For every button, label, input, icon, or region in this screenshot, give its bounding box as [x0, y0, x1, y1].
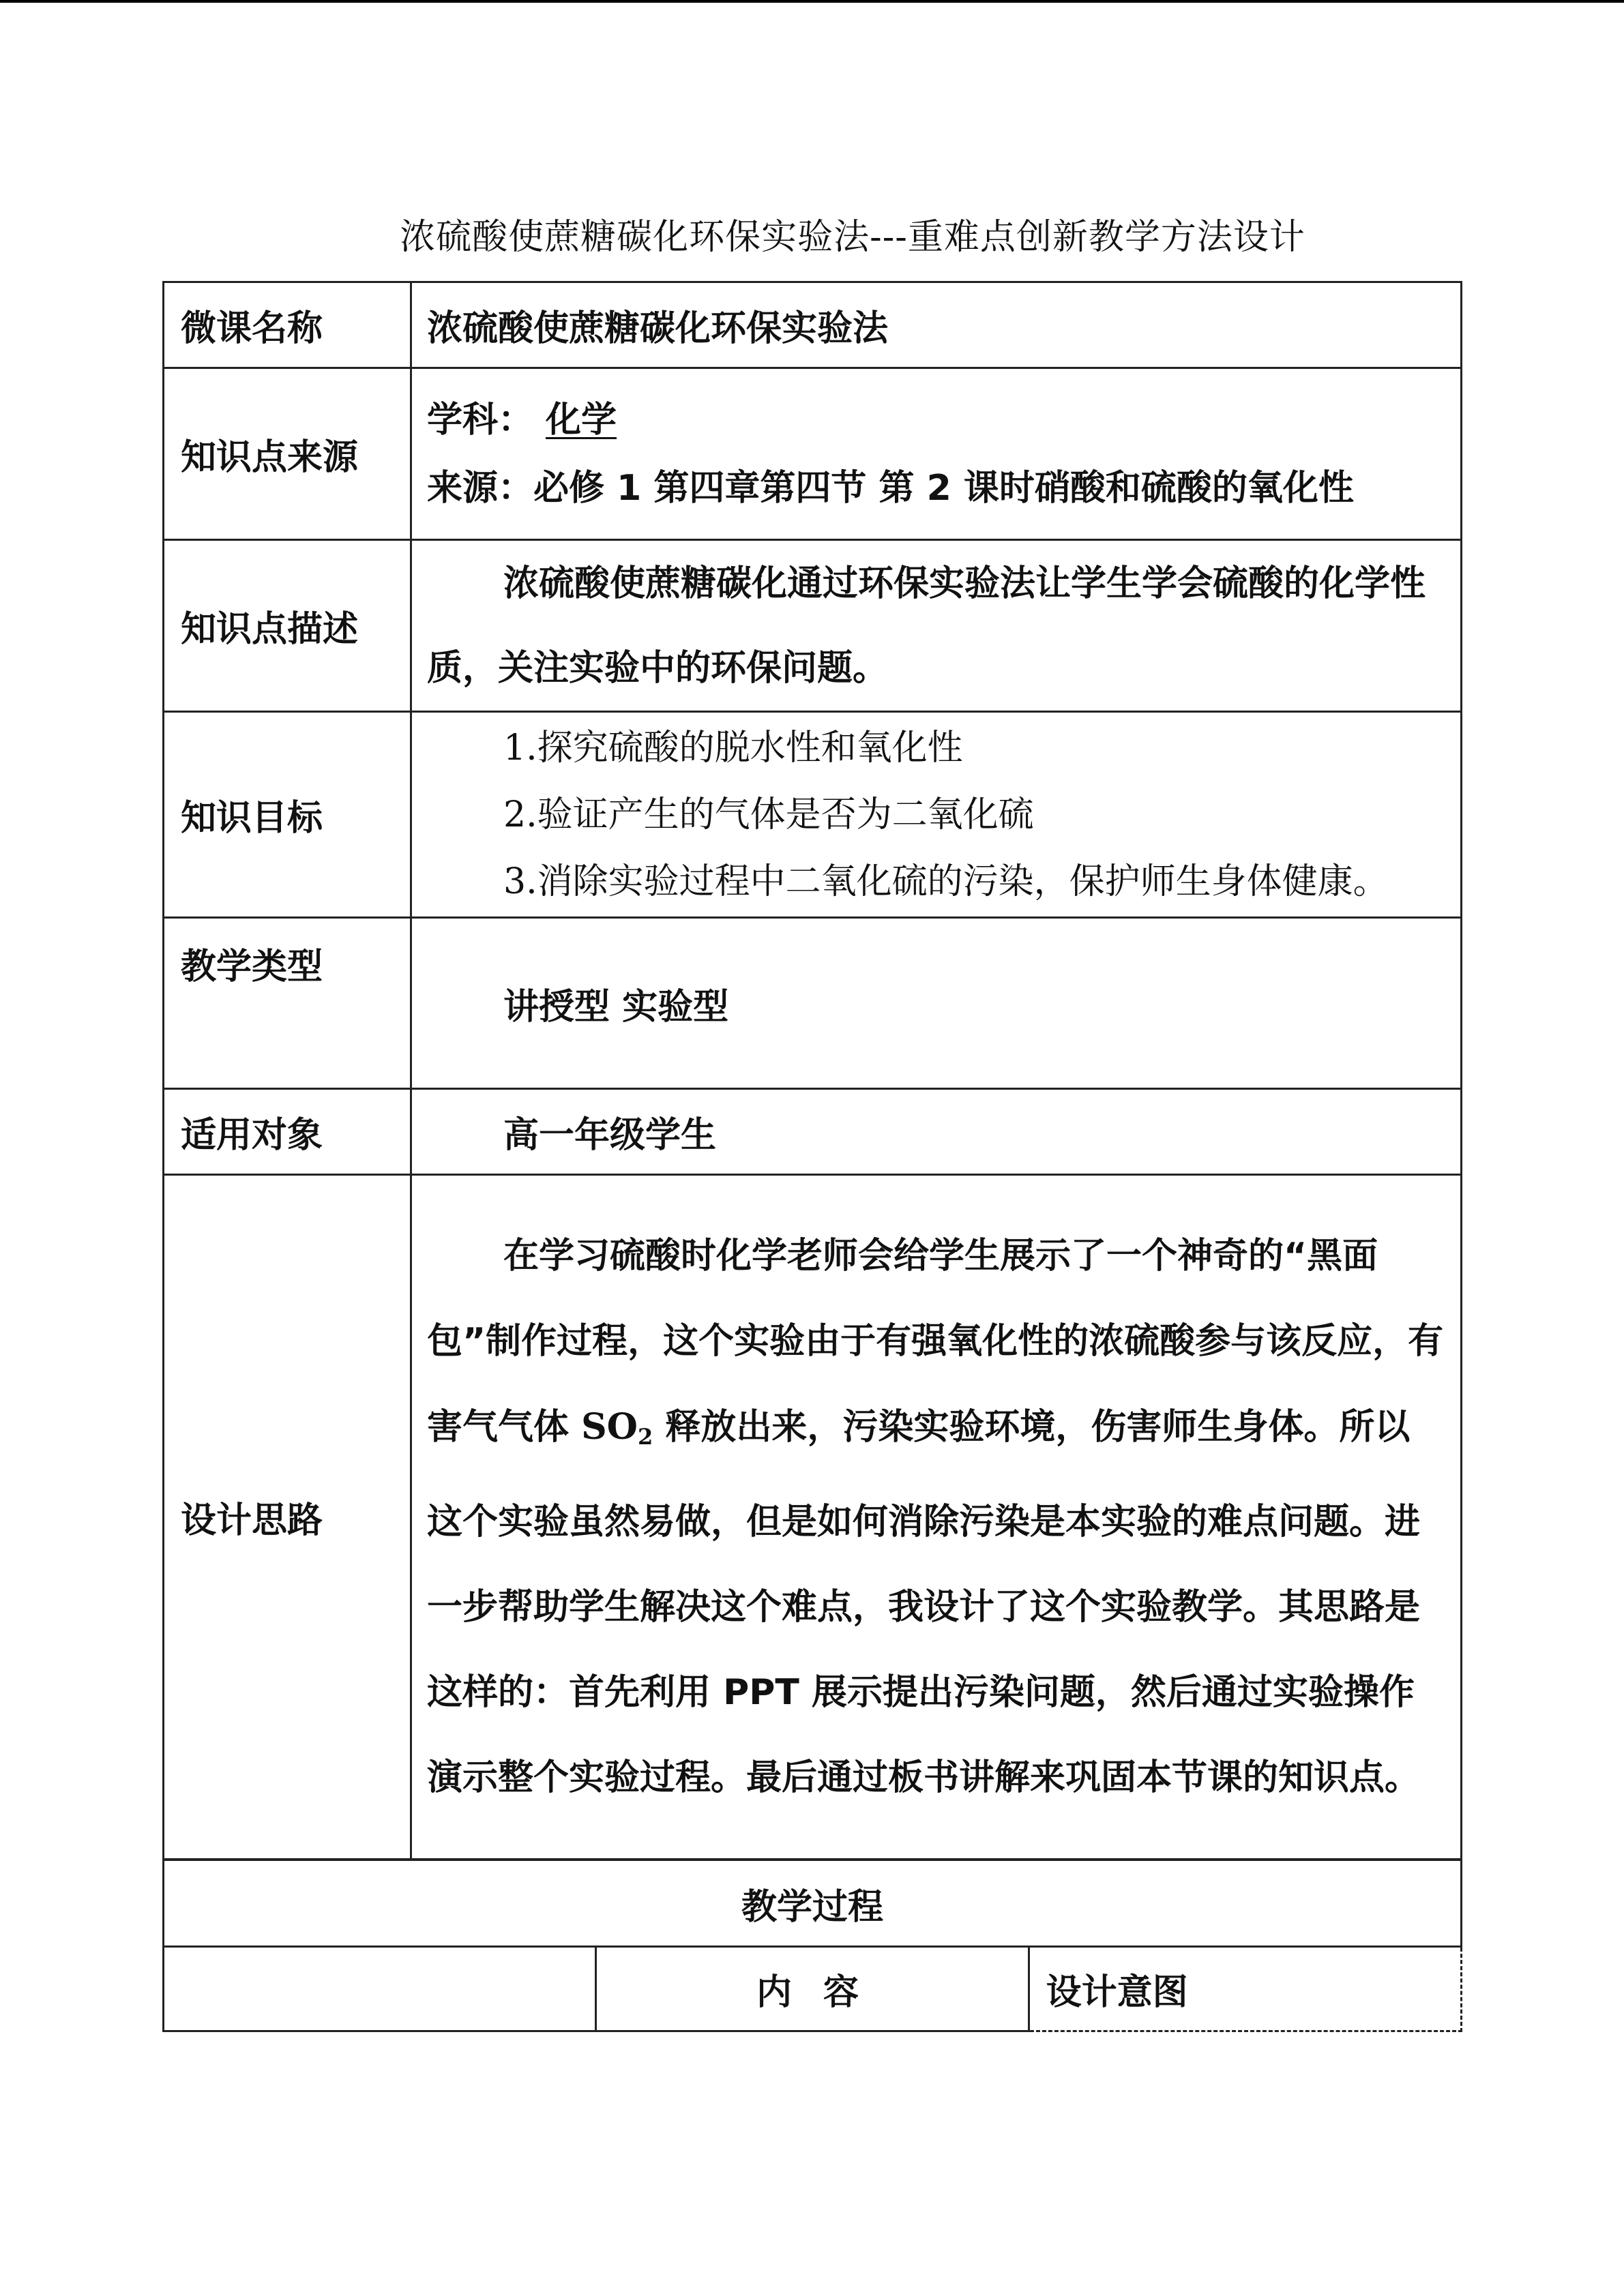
label-teaching-type: 教学类型 [164, 918, 411, 1089]
value-goals [411, 712, 1462, 918]
so2-formula-base: SO [581, 1405, 638, 1448]
process-col-blank [164, 1947, 596, 2031]
design-text [427, 1214, 1445, 1821]
document-title: 浓硫酸使蔗糖碳化环保实验法---重难点创新教学方法设计 [400, 217, 1305, 258]
process-col-content: 内 容 [596, 1947, 1029, 2031]
description-text: 浓硫酸使蔗糖碳化通过环保实验法让学生学会硫酸的化学性质，关注实验中的环保问题。 [427, 563, 1426, 689]
label-design: 设计思路 [164, 1175, 411, 1860]
subject-line [427, 386, 1445, 454]
value-audience: 高一年级学生 [411, 1089, 1462, 1175]
process-col-intent: 设计意图 [1029, 1947, 1461, 2031]
label-goals: 知识目标 [164, 712, 411, 918]
subject-prefix: 学科： [427, 399, 534, 441]
top-rule [0, 0, 1624, 3]
value-source [411, 368, 1462, 540]
goal-item-1: 1.探究硫酸的脱水性和氧化性 [503, 727, 963, 769]
goal-item-2: 2.验证产生的气体是否为二氧化硫 [503, 794, 1034, 835]
subject-value: 化学 [546, 399, 617, 441]
process-header: 教学过程 [164, 1860, 1462, 1947]
row-source [164, 368, 1462, 540]
row-teaching-type [164, 918, 1462, 1089]
value-course-name: 浓硫酸使蔗糖碳化环保实验法 [411, 282, 1462, 368]
so2-formula-subscript: 2 [637, 1423, 653, 1450]
value-teaching-type: 讲授型 实验型 [411, 918, 1462, 1089]
lesson-info-table [162, 281, 1462, 1860]
row-description [164, 540, 1462, 712]
design-text-part-1: 在学习硫酸时化学老师会给学生展示了一个神奇的“黑面包”制作过程，这个实验由于有强氧化性的浓硫酸参与该反应，有害气气体 [427, 1235, 1444, 1448]
row-course-name [164, 282, 1462, 368]
teaching-process-table [162, 1859, 1462, 2032]
row-goals [164, 712, 1462, 918]
so2-formula [581, 1406, 653, 1448]
label-course-name: 微课名称 [164, 282, 411, 368]
source-line: 来源：必修 1 第四章第四节 第 2 课时硝酸和硫酸的氧化性 [427, 467, 1354, 509]
goal-item-3: 3.消除实验过程中二氧化硫的污染，保护师生身体健康。 [503, 861, 1389, 902]
design-text-part-2: 释放出来，污染实验环境，伤害师生身体。所以这个实验虽然易做，但是如何消除污染是本实验的难点问题。进一步帮助学生解决这个难点，我设计了这个实验教学。其思路是这样的：首先利用 PPT 展示提出污染问题，然后通过实验操作演示整个实验过程。最后通过板书讲解来巩固本节课的知识点。 [427, 1406, 1421, 1798]
label-description: 知识点描述 [164, 540, 411, 712]
row-design [164, 1175, 1462, 1860]
value-design [411, 1175, 1462, 1860]
row-process-header [164, 1860, 1462, 1947]
label-audience: 适用对象 [164, 1089, 411, 1175]
row-audience [164, 1089, 1462, 1175]
row-process-columns [164, 1947, 1462, 2031]
value-description [411, 540, 1462, 712]
label-source: 知识点来源 [164, 368, 411, 540]
